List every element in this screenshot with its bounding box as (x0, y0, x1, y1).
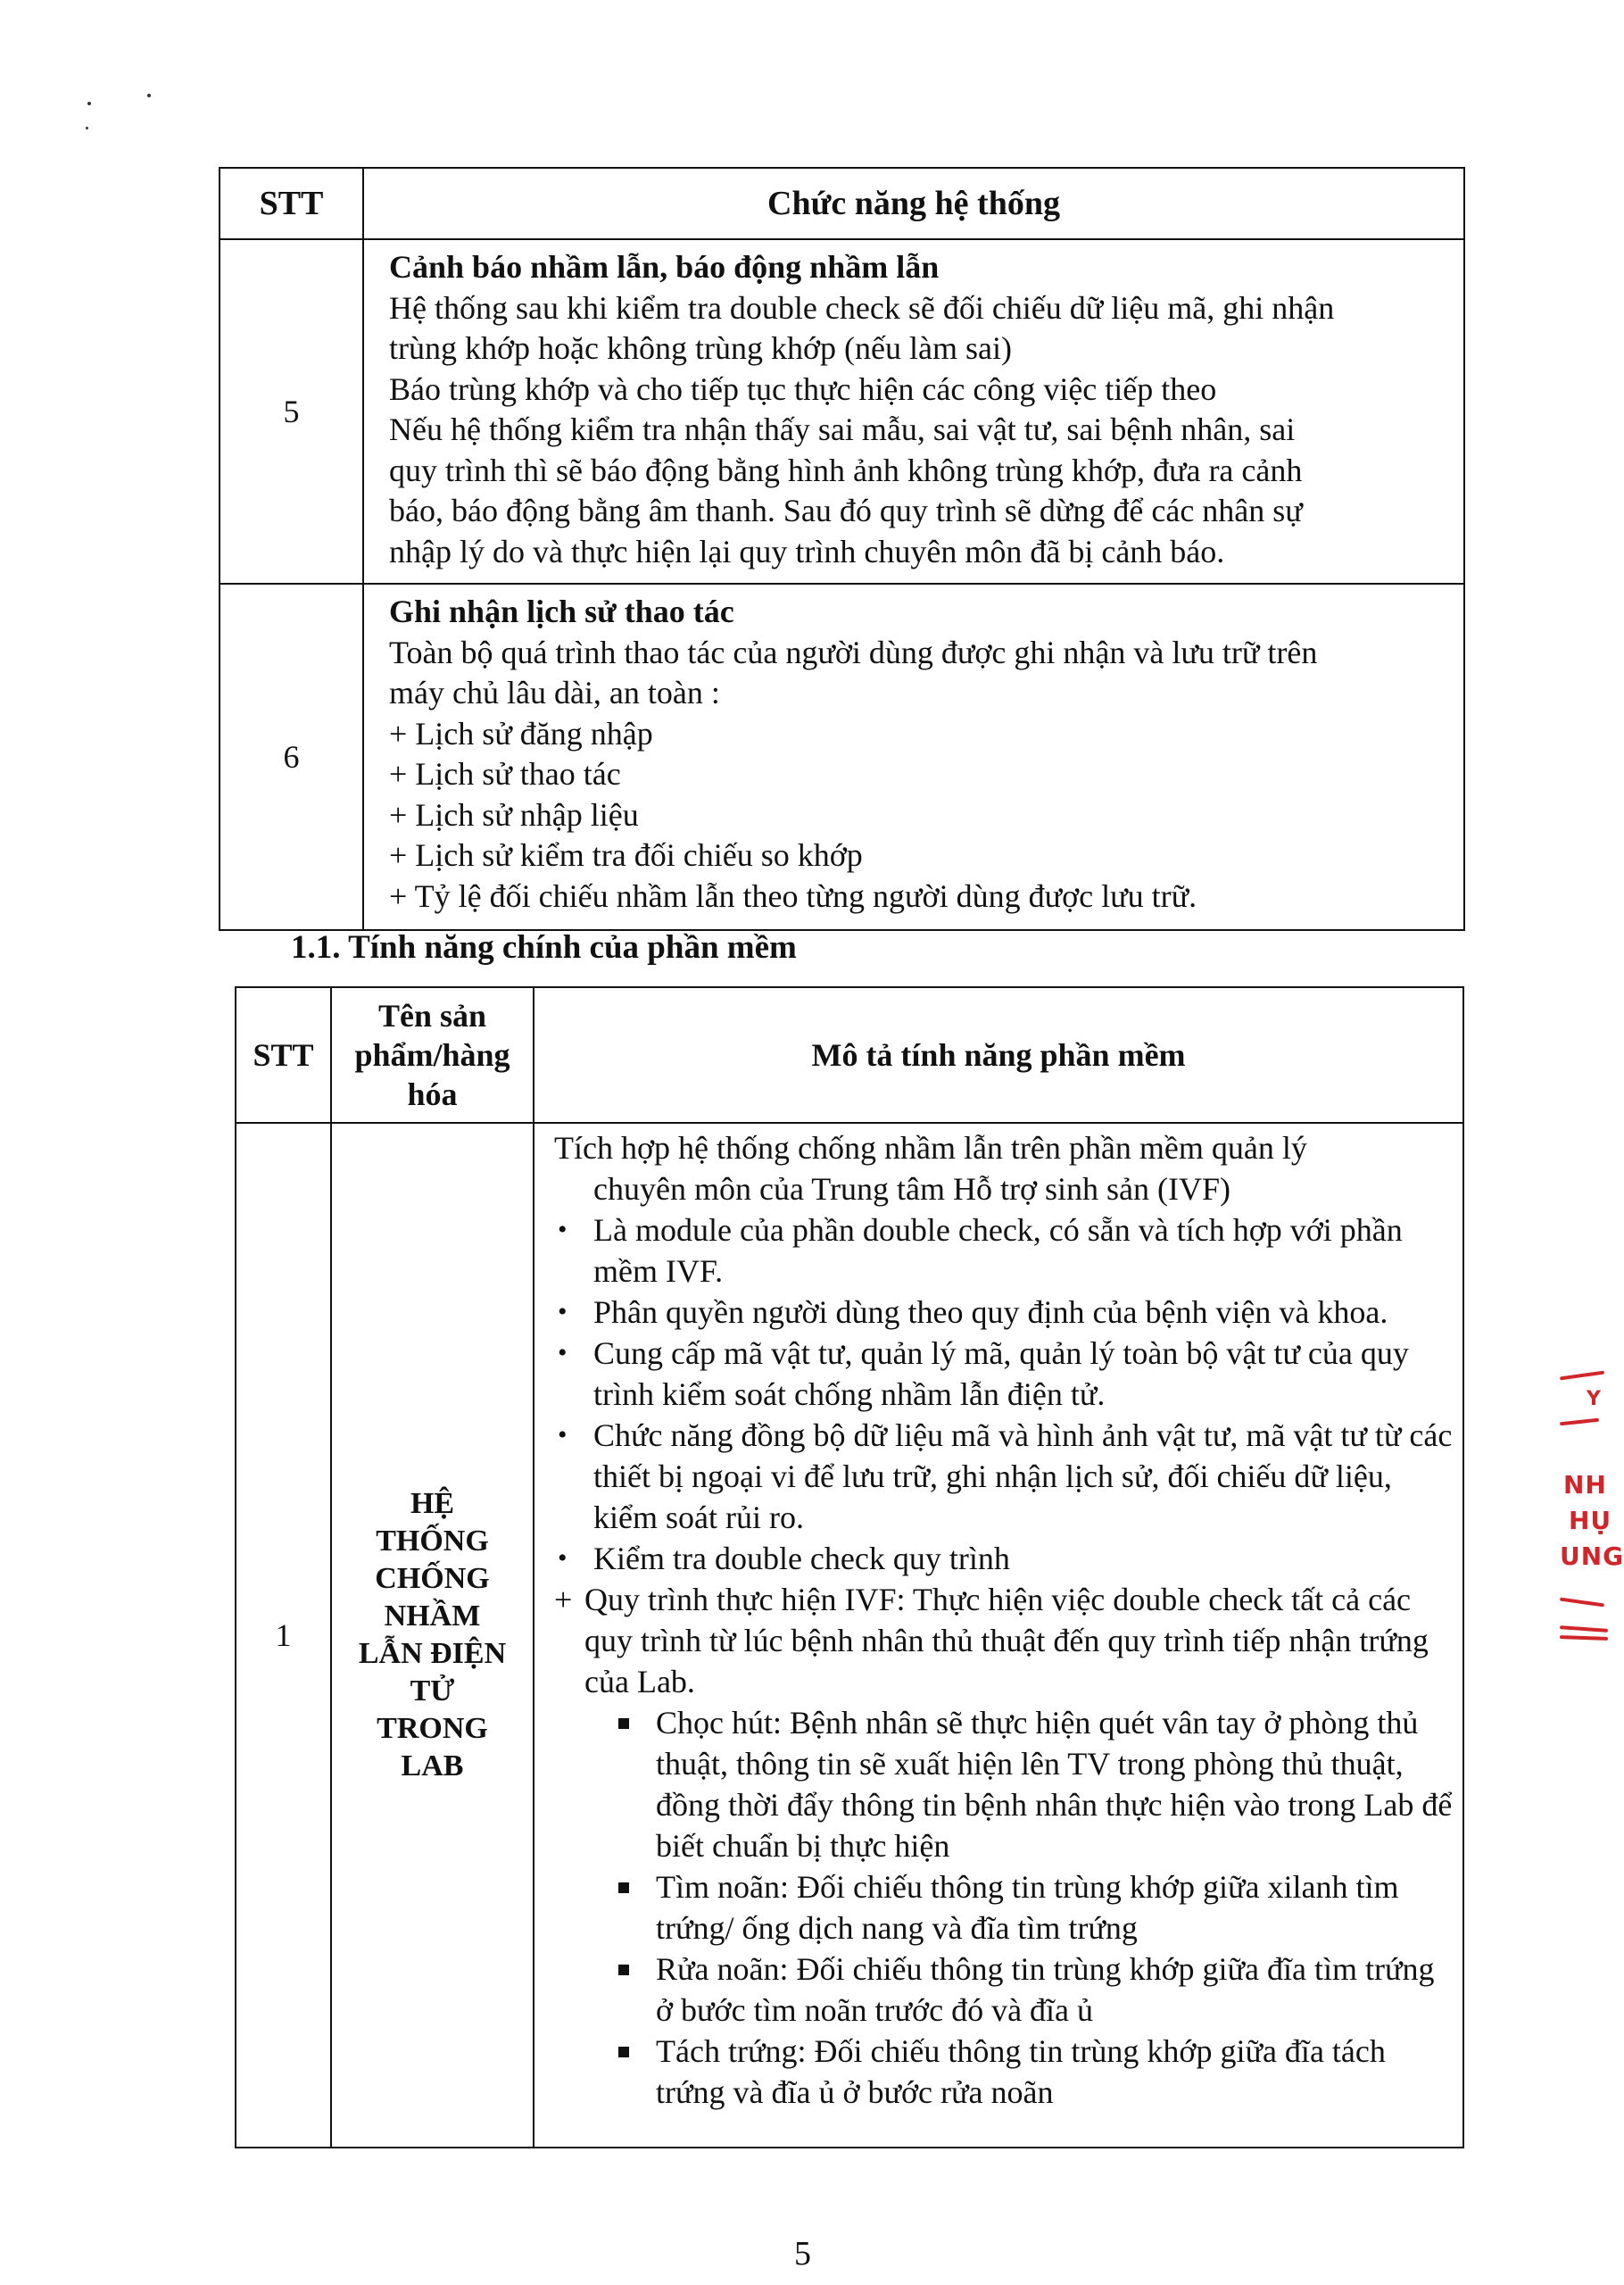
process-step-list (554, 1702, 1454, 2113)
product-name-line: HỆ (410, 1487, 455, 1520)
row-line: Báo trùng khớp và cho tiếp tục thực hiện các công việc tiếp theo (389, 370, 1217, 407)
header-system-function: Chức năng hệ thống (363, 168, 1464, 239)
stamp-text: HỤ (1569, 1506, 1612, 1535)
header-product-line: Tên sản (377, 998, 487, 1034)
table-row (220, 584, 1464, 930)
row-line: + Lịch sử kiểm tra đối chiếu so khớp (389, 837, 863, 873)
product-name-line: LẪN ĐIỆN (358, 1637, 507, 1670)
plus-sign: + (554, 1582, 573, 1617)
red-stamp-fragment (1553, 1370, 1624, 1665)
row-line: báo, báo động bằng âm thanh. Sau đó quy trình sẽ dừng để các nhân sự (389, 493, 1303, 528)
stamp-stroke (1560, 1598, 1604, 1608)
product-name-line: LAB (401, 1749, 464, 1782)
product-name (331, 1123, 534, 2148)
description-intro (554, 1127, 1454, 1209)
system-functions-table (219, 167, 1465, 931)
bullet-item: • Là module của phần double check, có sẵn và tích hợp với phần mềm IVF. (554, 1209, 1454, 1292)
process-step: Tìm noãn: Đối chiếu thông tin trùng khớp giữa xilanh tìm trứng/ ống dịch nang và đĩa tìm trứng (615, 1866, 1454, 1948)
scan-speck (87, 102, 91, 105)
scan-speck (86, 127, 88, 129)
scan-speck (147, 94, 151, 97)
process-step: Tách trứng: Đối chiếu thông tin trùng khớp giữa đĩa tách trứng và đĩa ủ ở bước rửa noãn (615, 2031, 1454, 2113)
row-line: Nếu hệ thống kiểm tra nhận thấy sai mẫu, sai vật tư, sai bệnh nhân, sai (389, 411, 1296, 447)
header-product-line: phẩm/hàng (354, 1037, 510, 1073)
plus-item (554, 1579, 1454, 1702)
bullet-item: • Kiểm tra double check quy trình (554, 1538, 1454, 1579)
section-heading: 1.1. Tính năng chính của phần mềm (291, 929, 797, 966)
row-stt: 6 (220, 584, 363, 930)
row-line: + Lịch sử đăng nhập (389, 715, 653, 752)
product-name-line: TRONG (377, 1712, 488, 1745)
stamp-text: Y (1587, 1388, 1602, 1410)
stamp-stroke (1560, 1371, 1604, 1381)
stamp-text: UNG (1560, 1541, 1624, 1571)
stamp-text: NH (1563, 1470, 1607, 1500)
row-line: quy trình thì sẽ báo động bằng hình ảnh không trùng khớp, đưa ra cảnh (389, 452, 1303, 488)
product-name-line: TỬ (410, 1674, 455, 1708)
header-product-line: hóa (407, 1076, 458, 1112)
product-name-line: NHẦM (384, 1600, 481, 1633)
product-name-line: CHỐNG (375, 1562, 490, 1595)
row-title: Ghi nhận lịch sử thao tác (389, 594, 734, 629)
row-stt: 5 (220, 239, 363, 584)
header-stt: STT (236, 987, 331, 1123)
stamp-stroke (1560, 1418, 1599, 1426)
stamp-stroke (1560, 1635, 1608, 1641)
plus-item-text: Quy trình thực hiện IVF: Thực hiện việc double check tất cả các quy trình từ lúc bệnh nhân thủ thuật đến quy trình tiếp nhận trứng của Lab. (584, 1582, 1429, 1699)
page-number: 5 (794, 2235, 811, 2273)
row-line: + Tỷ lệ đối chiếu nhầm lẫn theo từng người dùng được lưu trữ. (389, 877, 1197, 914)
bullet-item: • Phân quyền người dùng theo quy định của bệnh viện và khoa. (554, 1292, 1454, 1333)
row-content (363, 584, 1464, 930)
feature-description (534, 1123, 1463, 2148)
table-row (236, 1123, 1463, 2148)
header-description: Mô tả tính năng phần mềm (534, 987, 1463, 1123)
bullet-item: • Chức năng đồng bộ dữ liệu mã và hình ảnh vật tư, mã vật tư từ các thiết bị ngoại vi để lưu trữ, ghi nhận lịch sử, đối chiếu dữ liệu, kiểm soát rủi ro. (554, 1415, 1454, 1538)
software-features-table (235, 986, 1464, 2148)
row-stt: 1 (236, 1123, 331, 2148)
header-stt: STT (220, 168, 363, 239)
row-content (363, 239, 1464, 584)
table-row (220, 239, 1464, 584)
row-line: nhập lý do và thực hiện lại quy trình chuyên môn đã bị cảnh báo. (389, 533, 1225, 569)
process-step: Rửa noãn: Đối chiếu thông tin trùng khớp giữa đĩa tìm trứng ở bước tìm noãn trước đó và đĩa ủ (615, 1948, 1454, 2031)
header-product-name (331, 987, 534, 1123)
process-step: Chọc hút: Bệnh nhân sẽ thực hiện quét vân tay ở phòng thủ thuật, thông tin sẽ xuất hiện lên TV trong phòng thủ thuật, đồng thời đẩy thông tin bệnh nhân thực hiện vào trong Lab để biết chuẩn bị thực hiện (615, 1702, 1454, 1866)
stamp-stroke (1560, 1625, 1608, 1633)
row-title: Cảnh báo nhầm lẫn, báo động nhầm lẫn (389, 249, 940, 285)
bullet-item: • Cung cấp mã vật tư, quản lý mã, quản lý toàn bộ vật tư của quy trình kiểm soát chống nhầm lẫn điện tử. (554, 1333, 1454, 1415)
product-name-line: THỐNG (376, 1525, 489, 1558)
intro-line: Tích hợp hệ thống chống nhầm lẫn trên phần mềm quản lý (554, 1130, 1307, 1166)
row-line: Hệ thống sau khi kiểm tra double check sẽ đối chiếu dữ liệu mã, ghi nhận (389, 289, 1335, 326)
row-line: Toàn bộ quá trình thao tác của người dùng được ghi nhận và lưu trữ trên (389, 634, 1318, 670)
feature-bullet-list (554, 1209, 1454, 1579)
row-line: + Lịch sử thao tác (389, 756, 621, 792)
row-line: + Lịch sử nhập liệu (389, 796, 639, 833)
intro-line: chuyên môn của Trung tâm Hỗ trợ sinh sản (IVF) (593, 1171, 1230, 1207)
row-line: máy chủ lâu dài, an toàn : (389, 675, 720, 710)
row-line: trùng khớp hoặc không trùng khớp (nếu làm sai) (389, 330, 1012, 366)
